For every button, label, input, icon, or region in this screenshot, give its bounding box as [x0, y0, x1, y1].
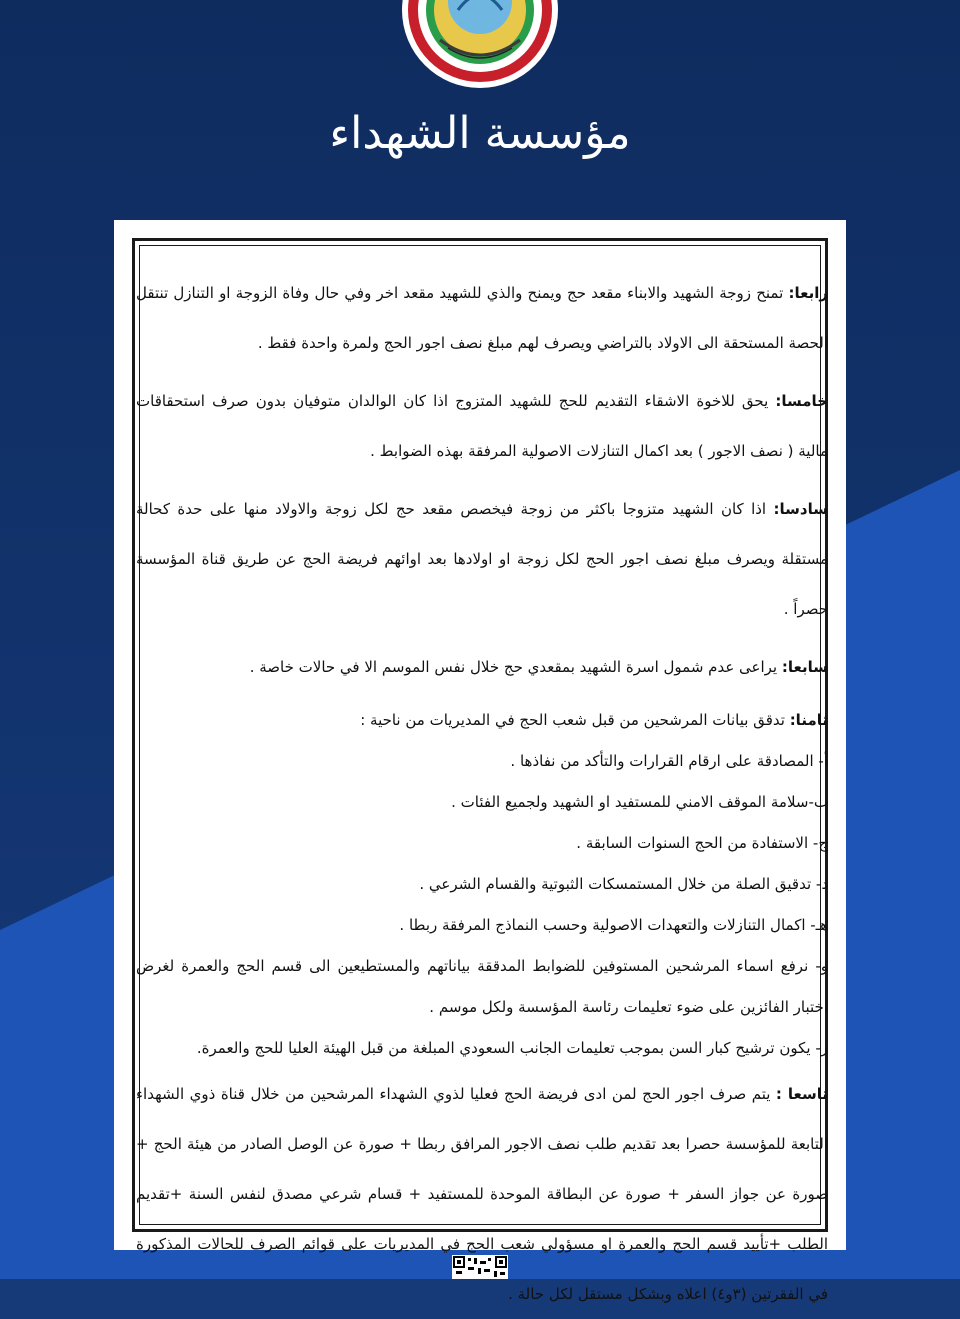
clause-text: تمنح زوجة الشهيد والابناء مقعد حج ويمنح والذي للشهيد مقعد اخر وفي حال وفاة الزوجة او التنازل تنتقل الحصة المستحقة الى الاولاد بالتراضي ويصرف لهم مبلغ نصف اجور الحج ولمرة واحدة فقط . [136, 284, 828, 352]
clause-label: سادسا: [773, 500, 828, 518]
clause-8 [136, 700, 828, 741]
document-body [136, 268, 828, 1319]
clause-5 [136, 376, 828, 476]
clause-label: خامسا: [775, 392, 828, 410]
document-page [114, 220, 846, 1303]
clause-7 [136, 642, 828, 692]
qr-code-icon [452, 1255, 508, 1279]
list-item: ج- الاستفادة من الحج السنوات السابقة . [576, 834, 828, 852]
clause-label: سابعا: [781, 658, 828, 676]
clause-text: يتم صرف اجور الحج لمن ادى فريضة الحج فعليا لذوي الشهداء المرشحين من خلال قناة ذوي الشهداء التابعة للمؤسسة حصرا بعد تقديم طلب نصف الاجور المرافق ربطا + صورة عن الوصل الصادر من هيئة الحج + صورة عن جواز السفر + صورة عن البطاقة الموحدة للمستفيد + قسام شرعي مصدق لنفس السنة +تقديم الطلب +تأييد قسم الحج والعمرة او مسؤولي شعب الحج في المديريات على قوائم الصرف للحالات المذكورة في الفقرتين (٣و٤) اعلاه وبشكل مستقل لكل حالة . [136, 1085, 828, 1303]
organization-title: مؤسسة الشهداء [329, 108, 631, 159]
clause-text: يحق للاخوة الاشقاء التقديم للحج للشهيد المتزوج اذا كان الوالدان متوفيان بدون صرف استحقاقات مالية ( نصف الاجور ) بعد اكمال التنازلات الاصولية المرفقة بهذه الضوابط . [136, 392, 828, 460]
clause-9 [136, 1069, 828, 1319]
clause-text: اذا كان الشهيد متزوجا باكثر من زوجة فيخصص مقعد حج لكل زوجة والاولاد منها على حدة كحالة مستقلة ويصرف مبلغ نصف اجور الحج لكل زوجة او اولادها بعد اوائهم فريضة الحج عن طريق قناة المؤسسة حصراً . [136, 500, 828, 618]
list-item: أ- المصادقة على ارقام القرارات والتأكد من نفاذها . [510, 752, 828, 770]
clause-text: تدقق بيانات المرشحين من قبل شعب الحج في المديريات من ناحية : [360, 711, 790, 729]
list-item: ز- يكون ترشيح كبار السن بموجب تعليمات الجانب السعودي المبلغة من قبل الهيئة العليا للحج والعمرة. [196, 1039, 828, 1057]
clause-label: تاسعا : [775, 1085, 829, 1103]
clause-4 [136, 268, 828, 368]
clause-label: ثامنا: [789, 711, 828, 729]
list-item: د- تدقيق الصلة من خلال المستمسكات الثبوتية والقسام الشرعي . [419, 875, 828, 893]
clause-6 [136, 484, 828, 634]
clause-label: رابعا: [788, 284, 828, 302]
clause-text: يراعى عدم شمول اسرة الشهيد بمقعدي حج خلال نفس الموسم الا في حالات خاصة . [249, 658, 782, 676]
emblem-logo-icon [388, 0, 572, 90]
list-item: ب-سلامة الموقف الامني للمستفيد او الشهيد ولجميع الفئات . [451, 793, 828, 811]
list-item: و- نرفع اسماء المرشحين المستوفين للضوابط المدققة بياناتهم والمستطيعين الى قسم الحج والعمرة لغرض اختبار الفائزين على ضوء تعليمات رئاسة المؤسسة ولكل موسم . [136, 957, 828, 1016]
list-item: هـ- اكمال التنازلات والتعهدات الاصولية وحسب النماذج المرفقة ربطا . [399, 916, 828, 934]
